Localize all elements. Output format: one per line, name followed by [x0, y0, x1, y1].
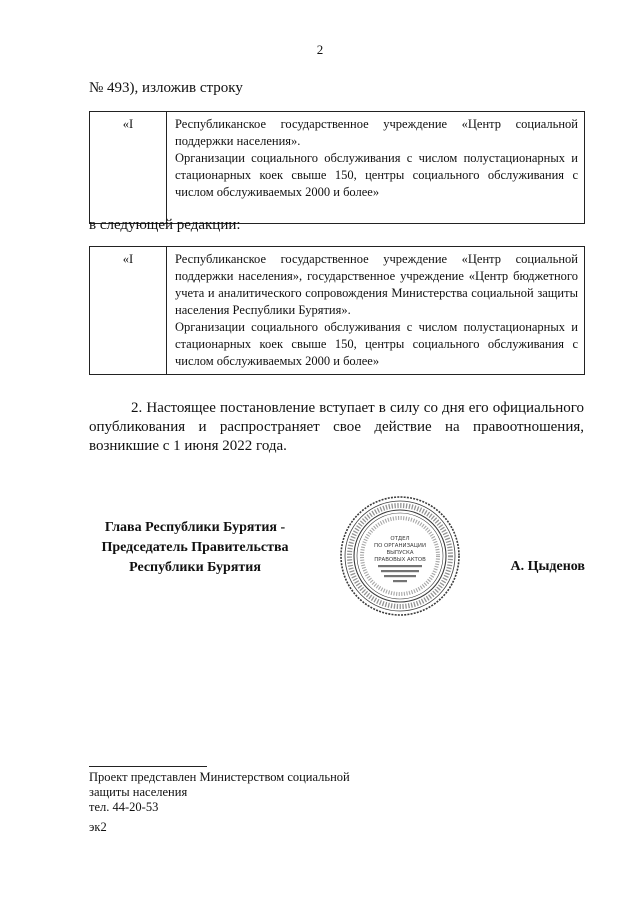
footnote: [89, 770, 350, 815]
clause-2: 2. Настоящее постановление вступает в силу со дня его официального опубликования и распространяет свое действие на правоотношения, возникшие с 1 июня 2022 года.: [89, 400, 584, 454]
seal-line-1: ОТДЕЛ: [390, 536, 410, 542]
seal-line-4: ПРАВОВЫХ АКТОВ: [374, 557, 426, 563]
old-row-table: [89, 111, 585, 224]
signer-name: А. Цыденов: [510, 559, 585, 574]
reference-code: эк2: [89, 820, 107, 834]
signature-title-line-2: Председатель Правительства: [101, 540, 289, 555]
intro-line: № 493), изложив строку: [89, 80, 243, 96]
seal-line-2: ПО ОРГАНИЗАЦИИ: [374, 543, 426, 549]
footnote-divider: [89, 766, 207, 767]
page-number: 2: [316, 42, 324, 57]
footnote-line-2: защиты населения: [89, 785, 188, 799]
signature-title-line-1: Глава Республики Бурятия -: [104, 520, 286, 535]
signature-title: [89, 518, 301, 578]
new-row-code: «I: [90, 247, 167, 375]
old-row-paragraph-2: Организации социального обслуживания с числом полустационарных и стационарных коек свыше 150, центры социального обслуживания с числом обслуживаемых 2000 и более»: [175, 151, 578, 199]
official-seal: [338, 494, 462, 618]
new-row-paragraph-1: Республиканское государственное учреждение «Центр социальной поддержки населения», государственное учреждение «Центр бюджетного учета и аналитического сопровождения Министерства социальной защиты населения Республики Бурятия».: [175, 252, 578, 317]
footnote-line-3: тел. 44-20-53: [89, 800, 159, 814]
new-row-table: [89, 246, 585, 375]
old-row-text: [167, 112, 585, 224]
new-row-paragraph-2: Организации социального обслуживания с числом полустационарных и стационарных коек свыше 150, центры социального обслуживания с числом обслуживаемых 2000 и более»: [175, 320, 578, 368]
seal-line-3: ВЫПУСКА: [386, 550, 414, 556]
old-row-paragraph-1: Республиканское государственное учреждение «Центр социальной поддержки населения».: [175, 117, 578, 148]
new-row-text: [167, 247, 585, 375]
signature-title-line-3: Республики Бурятия: [129, 560, 261, 575]
mid-line: в следующей редакции:: [89, 217, 241, 233]
old-row-code: «I: [90, 112, 167, 224]
footnote-line-1: Проект представлен Министерством социальной: [89, 770, 350, 784]
